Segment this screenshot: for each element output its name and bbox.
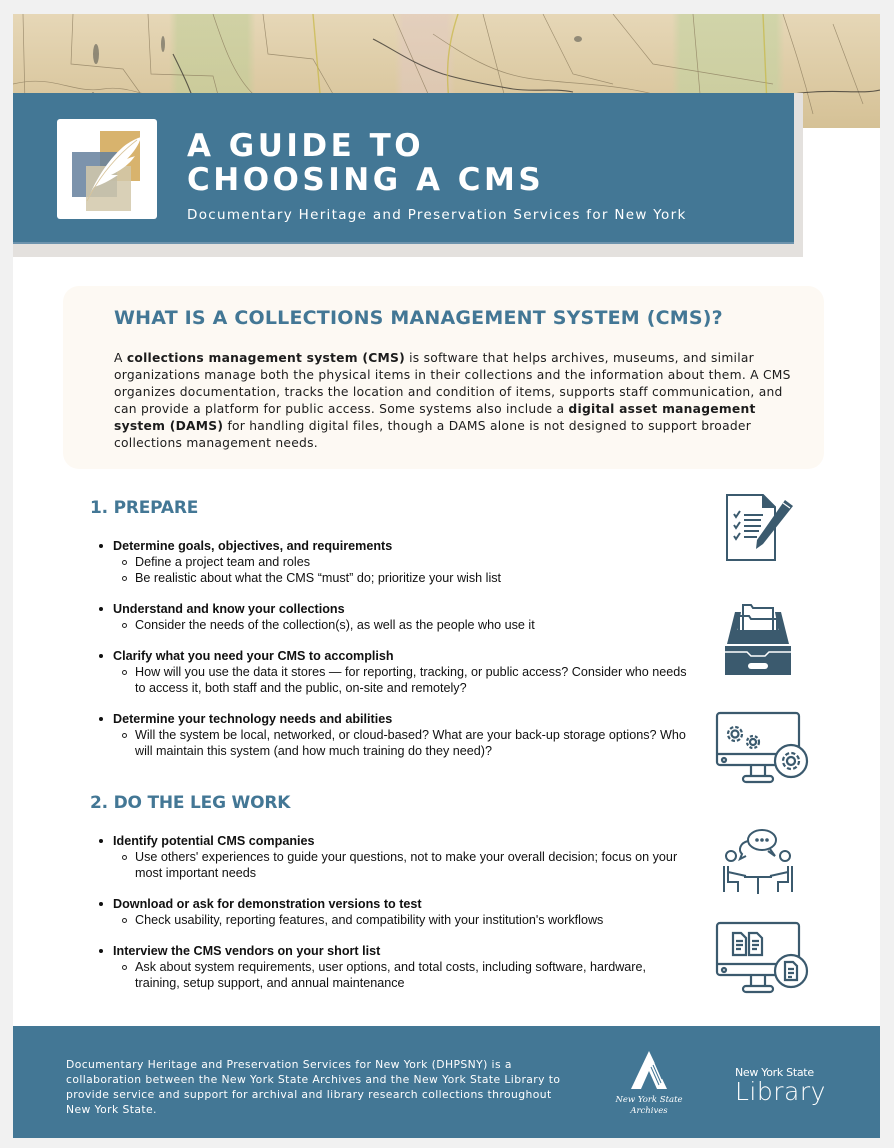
- intro-text-a: A: [114, 351, 127, 365]
- archives-logo-line1: New York State: [615, 1095, 683, 1105]
- list-item: [93, 833, 693, 881]
- intro-term-dams: digital asset management system (DAMS): [114, 402, 756, 433]
- library-logo-top: New York State: [735, 1066, 814, 1079]
- sub-item-text: Will the system be local, networked, or cloud-based? What are your back-up storage options? Who will maintain this system (and how much training do they need)?: [135, 728, 686, 758]
- sub-item: [113, 554, 693, 570]
- list-item: [93, 896, 693, 928]
- sub-item-text: Check usability, reporting features, and compatibility with your institution's workflows: [135, 913, 604, 927]
- nys-library-logo: [735, 1066, 826, 1105]
- intro-term-cms: collections management system (CMS): [126, 351, 405, 365]
- bullet: [99, 544, 103, 548]
- bullet: [99, 839, 103, 843]
- item-heading: Clarify what you need your CMS to accomplish: [113, 649, 394, 663]
- bullet: [99, 717, 103, 721]
- intro-text-c: is software that helps archives, museums, and similar organizations manage both the physical items in their collections and the information about them. A CMS organizes documentation, tracks the location and condition of items, supports staff communication, and can provide a platform for public access. Some systems also include a: [114, 351, 791, 416]
- title-line-2: CHOOSING A CMS: [187, 162, 545, 198]
- sub-item-text: Use others' experiences to guide your questions, not to make your overall decision; focus on your most important needs: [135, 850, 678, 880]
- sub-item: [113, 664, 693, 696]
- intro-paragraph: [114, 350, 794, 452]
- sub-bullet: [122, 670, 127, 675]
- sub-item-text: Consider the needs of the collection(s), as well as the people who use it: [135, 618, 535, 632]
- list-item: [93, 943, 693, 991]
- bullet: [99, 607, 103, 611]
- bullet: [99, 902, 103, 906]
- page-subtitle: Documentary Heritage and Preservation Services for New York: [187, 207, 687, 223]
- list-item: [93, 538, 693, 586]
- sub-item: [113, 912, 693, 928]
- item-heading: Identify potential CMS companies: [113, 834, 315, 848]
- list-item: [93, 648, 693, 696]
- list-item: [93, 601, 693, 633]
- prepare-list: [93, 538, 693, 774]
- sub-item-text: Define a project team and roles: [135, 555, 311, 569]
- document-page: [13, 14, 880, 1138]
- bullet: [99, 654, 103, 658]
- sub-bullet: [122, 965, 127, 970]
- sub-item: [113, 617, 693, 633]
- item-heading: Determine your technology needs and abilities: [113, 712, 393, 726]
- monitor-gears-icon: [713, 710, 813, 785]
- footer-banner: [13, 1026, 880, 1138]
- what-is-cms-box: [63, 286, 824, 469]
- item-heading: Understand and know your collections: [113, 602, 345, 616]
- leg-work-list: [93, 833, 693, 1006]
- section-heading-prepare: 1. PREPARE: [90, 498, 199, 518]
- title-banner: [13, 93, 794, 244]
- dhpsny-logo: [57, 119, 157, 219]
- bullet: [99, 949, 103, 953]
- sub-bullet: [122, 733, 127, 738]
- sub-item: [113, 959, 693, 991]
- sub-item-text: Be realistic about what the CMS “must” do; prioritize your wish list: [135, 571, 502, 585]
- sub-item-text: Ask about system requirements, user options, and total costs, including software, hardware, training, setup support, and annual maintenance: [135, 960, 646, 990]
- meeting-conversation-icon: [718, 826, 798, 896]
- footer-description: Documentary Heritage and Preservation Services for New York (DHPSNY) is a collaboration between the New York State Archives and the New York State Library to provide service and support for archival and library research collections throughout New York State.: [66, 1058, 561, 1116]
- file-drawer-icon: [723, 600, 793, 675]
- sub-bullet: [122, 918, 127, 923]
- item-heading: Determine goals, objectives, and requirements: [113, 539, 393, 553]
- section-heading-leg-work: 2. DO THE LEG WORK: [90, 793, 291, 813]
- archives-logo-line2: Archives: [630, 1106, 668, 1116]
- quill-feather-icon: [57, 119, 157, 219]
- intro-heading: WHAT IS A COLLECTIONS MANAGEMENT SYSTEM (CMS)?: [114, 307, 723, 329]
- sub-bullet: [122, 560, 127, 565]
- monitor-documents-icon: [713, 920, 813, 995]
- sub-bullet: [122, 855, 127, 860]
- sub-bullet: [122, 576, 127, 581]
- item-heading: Download or ask for demonstration versions to test: [113, 897, 422, 911]
- archives-a-icon: [629, 1051, 669, 1089]
- item-heading: Interview the CMS vendors on your short list: [113, 944, 381, 958]
- sub-item-text: How will you use the data it stores — for reporting, tracking, or public access? Consider who needs to access it, both staff and the public, on-site and remotely?: [135, 665, 687, 695]
- library-logo-bottom: Library: [735, 1077, 826, 1106]
- checklist-pencil-icon: [723, 492, 798, 562]
- page-title: [187, 129, 544, 197]
- list-item: [93, 711, 693, 759]
- sub-bullet: [122, 623, 127, 628]
- intro-text-d: for handling digital files, though a DAMS alone is not designed to support broader collections management needs.: [114, 419, 752, 450]
- sub-item: [113, 849, 693, 881]
- title-line-1: A GUIDE TO: [187, 128, 425, 164]
- sub-item: [113, 570, 693, 586]
- sub-item: [113, 727, 693, 759]
- nys-archives-logo: [609, 1051, 689, 1116]
